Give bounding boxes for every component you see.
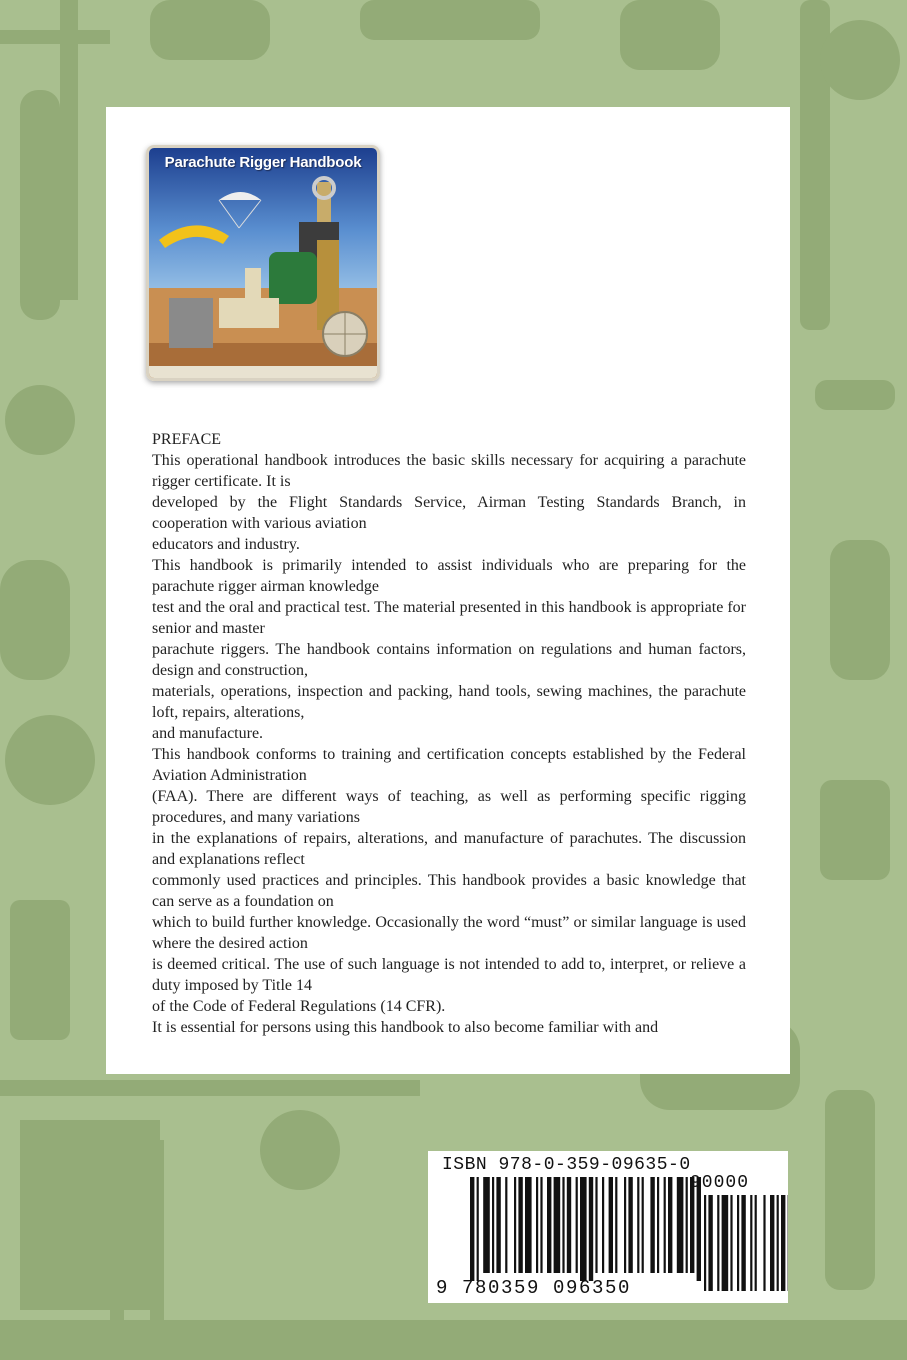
book-back-cover-panel — [106, 107, 790, 1074]
cover-thumbnail — [146, 145, 380, 381]
preface-line: (FAA). There are different ways of teaching, as well as performing specific rigging procedures, and many variations — [152, 788, 746, 826]
barcode-bar — [595, 1177, 597, 1273]
addon-barcode-bar — [781, 1195, 785, 1291]
preface-line: commonly used practices and principles. This handbook provides a basic knowledge that can serve as a foundation on — [152, 872, 746, 910]
addon-barcode-bar — [717, 1195, 719, 1291]
preface-line: of the Code of Federal Regulations (14 CFR). — [152, 998, 446, 1015]
preface-line: This handbook is primarily intended to assist individuals who are preparing for the parachute rigger airman knowledge — [152, 557, 746, 595]
barcode-bar — [628, 1177, 632, 1273]
barcode-bar — [686, 1177, 688, 1273]
barcode-bar — [525, 1177, 532, 1273]
preface-line: This operational handbook introduces the basic skills necessary for acquiring a parachute rigger certificate. It is — [152, 452, 746, 490]
barcode-bar — [567, 1177, 571, 1273]
addon-barcode-bar — [750, 1195, 752, 1291]
barcode-bar — [470, 1177, 474, 1281]
barcode-bar — [540, 1177, 542, 1273]
preface-line: and manufacture. — [152, 725, 264, 742]
preface-line: parachute riggers. The handbook contains information on regulations and human factors, design and construction, — [152, 641, 746, 679]
barcode-bar — [492, 1177, 494, 1273]
barcode-bar — [664, 1177, 666, 1273]
barcode-bar — [536, 1177, 538, 1273]
barcode-bar — [657, 1177, 659, 1273]
preface-line: It is essential for persons using this handbook to also become familiar with and — [152, 1019, 659, 1036]
addon-barcode-bar — [704, 1195, 706, 1291]
barcode-bar — [637, 1177, 639, 1273]
barcode-bar — [677, 1177, 684, 1273]
addon-barcode-bar — [722, 1195, 729, 1291]
barcode-bar — [505, 1177, 507, 1273]
barcode-bar — [589, 1177, 593, 1281]
preface-line: materials, operations, inspection and packing, hand tools, sewing machines, the parachute loft, repairs, alterations, — [152, 683, 746, 721]
barcode-bar — [547, 1177, 551, 1273]
barcode-bar — [514, 1177, 516, 1273]
preface-line: is deemed critical. The use of such language is not intended to add to, interpret, or relieve a duty imposed by Title 14 — [152, 956, 746, 994]
preface-line: educators and industry. — [152, 536, 300, 553]
barcode-bar — [650, 1177, 654, 1273]
barcode-bar — [496, 1177, 500, 1273]
addon-barcode-bar — [763, 1195, 765, 1291]
isbn-label: ISBN 978-0-359-09635-0 — [442, 1155, 691, 1175]
addon-barcode-bar — [770, 1195, 774, 1291]
barcode-bar — [477, 1177, 479, 1281]
price-addon-digits: 90000 — [690, 1173, 750, 1193]
preface-heading: PREFACE — [152, 431, 222, 448]
barcode-bar — [642, 1177, 644, 1273]
addon-barcode-bar — [708, 1195, 712, 1291]
barcode-bar — [554, 1177, 561, 1273]
ean-digits: 9 780359 096350 — [436, 1277, 632, 1299]
barcode-bar — [483, 1177, 490, 1273]
preface-line: This handbook conforms to training and certification concepts established by the Federal Aviation Administration — [152, 746, 746, 784]
isbn-barcode — [428, 1151, 788, 1303]
barcode-bar — [615, 1177, 617, 1273]
preface-line: developed by the Flight Standards Service, Airman Testing Standards Branch, in cooperation with various aviation — [152, 494, 746, 532]
preface-line: test and the oral and practical test. The material presented in this handbook is appropriate for senior and master — [152, 599, 746, 637]
barcode-bar — [562, 1177, 564, 1273]
barcode-bar — [518, 1177, 522, 1273]
addon-barcode-bar — [737, 1195, 739, 1291]
addon-barcode-bar — [755, 1195, 757, 1291]
preface-text — [152, 429, 746, 1038]
barcode-bar — [609, 1177, 613, 1273]
preface-line: which to build further knowledge. Occasionally the word “must” or similar language is used where the desired action — [152, 914, 746, 952]
preface-line: in the explanations of repairs, alterations, and manufacture of parachutes. The discussion and explanations reflect — [152, 830, 746, 868]
cover-thumbnail-title: Parachute Rigger Handbook — [164, 154, 362, 171]
addon-barcode-bar — [741, 1195, 745, 1291]
addon-barcode-bar — [730, 1195, 732, 1291]
addon-barcode-bar — [777, 1195, 779, 1291]
barcode-bar — [576, 1177, 578, 1273]
barcode-bar — [602, 1177, 604, 1273]
barcode-bar — [668, 1177, 672, 1273]
barcode-bar — [580, 1177, 587, 1281]
cover-illustration — [149, 148, 377, 378]
barcode-bar — [624, 1177, 626, 1273]
